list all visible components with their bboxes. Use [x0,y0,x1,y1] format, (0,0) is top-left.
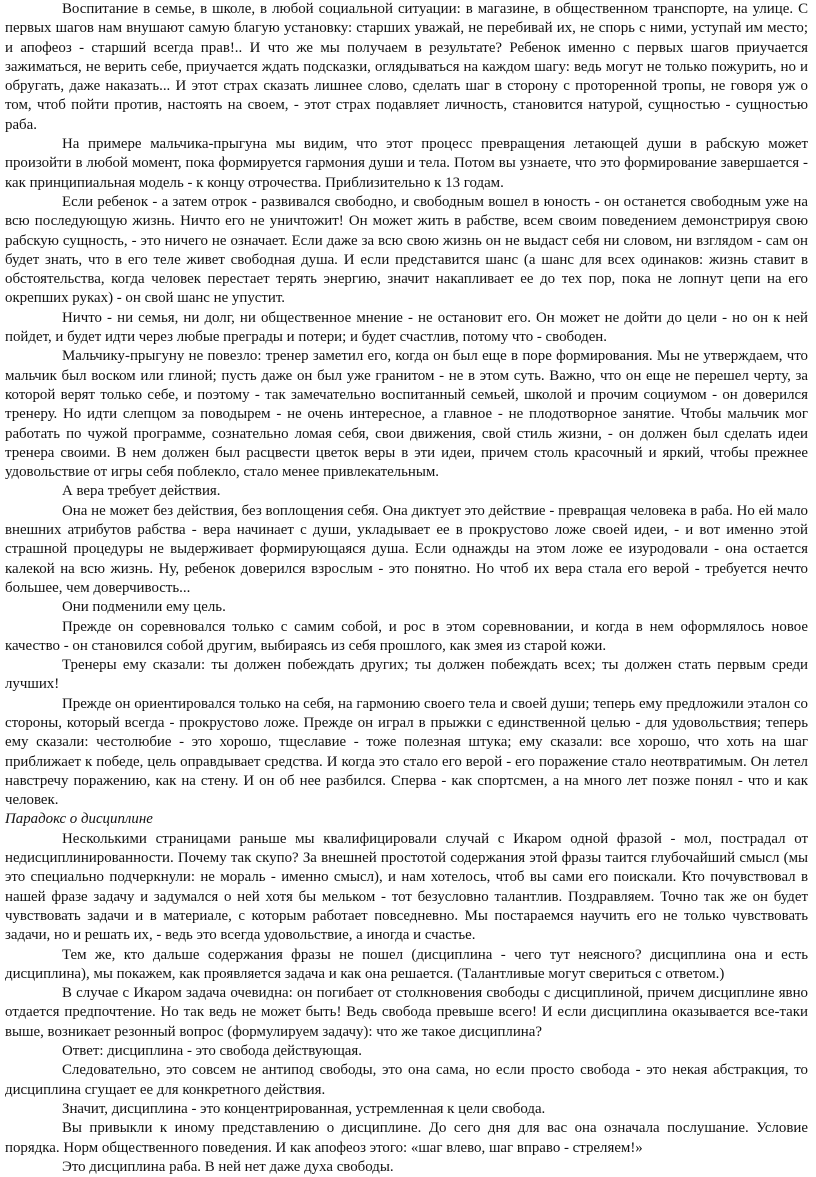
paragraph-18: Вы привыкли к иному представлению о дисциплине. До сего дня для вас она означала послушание. Условие порядка. Норм общественного поведения. И как апофеоз этого: «шаг влево, шаг вправо - стреляем!» [5,1120,808,1156]
paragraph-17: Значит, дисциплина - это концентрированная, устремленная к цели свобода. [62,1100,546,1117]
paragraph-10: Тренеры ему сказали: ты должен побеждать других; ты должен побеждать всех; ты должен стать первым среди лучших! [5,657,808,693]
paragraph-2: На примере мальчика-прыгуна мы видим, что этот процесс превращения летающей души в рабскую может произойти в любой момент, пока формируется гармония души и тела. Потом вы узнаете, что это формирование завершается - как принципиальная модель - к концу отрочества. Приблизительно к 13 годам. [5,136,808,191]
paragraph-12: Несколькими страницами раньше мы квалифицировали случай с Икаром одной фразой - мол, пострадал от недисциплинированности. Почему так скупо? За внешней простотой содержания этой фразы таится глубочайший смысл (мы это специально подчеркнули: не мораль - именно смысл), и нам хотелось, чтоб вы сами его поискали. Кто почувствовал в нашей фразе задачу и задумался о ней хотя бы мельком - тот безусловно талантлив. Поздравляем. Точно так же он будет чувствовать задачи и в материале, с которым работает повседневно. Мы постараемся научить его не только чувствовать задачи, но и решать их, - ведь это всегда удовольствие, а иногда и счастье. [5,830,808,944]
paragraph-11: Прежде он ориентировался только на себя, на гармонию своего тела и своей души; теперь ему предложили эталон со стороны, который всегда - прокрустово ложе. Прежде он играл в прыжки с единственной целью - для удовольствия; теперь ему сказали: честолюбие - это хорошо, тщеславие - тоже полезная штука; ему сказали: все хорошо, что хоть на шаг приближает к победе, цель оправдывает средства. И когда это стало его верой - его поражение стало неотвратимым. Он летел навстречу поражению, как на стену. И он об нее разбился. Сперва - как спортсмен, а на много лет позже понял - что и как человек. [5,695,808,809]
paragraph-1: Воспитание в семье, в школе, в любой социальной ситуации: в магазине, в общественном транспорте, на улице. С первых шагов нам внушают самую благую установку: старших уважай, не перебивай их, не спорь с ними, уступай им место; и апофеоз - старший всегда прав!.. И что же мы получаем в результате? Ребенок именно с первых шагов приучается зажиматься, не верить себе, приучается ждать подсказки, оглядываться на каждом шагу: ведь могут не только пожурить, но и обругать, даже наказать... И этот страх сказать лишнее слово, сделать шаг в сторону с проторенной тропы, не говоря уж о том, чтоб пойти против, настоять на своем, - этот страх подавляет личность, становится натурой, сущностью - сущностью раба. [5,1,808,133]
section-heading: Парадокс о дисциплине [5,811,153,828]
paragraph-16: Следовательно, это совсем не антипод свободы, это она сама, но если просто свобода - это некая абстракция, то дисциплина сгущает ее для конкретного действия. [5,1062,808,1098]
paragraph-8: Они подменили ему цель. [62,599,226,616]
paragraph-5: Мальчику-прыгуну не повезло: тренер заметил его, когда он был еще в поре формирования. Мы не утверждаем, что мальчик был воском или глиной; пусть даже он был уже гранитом - не в этом суть. Важно, что он еще не перешел черту, за которой верят только себе, и поэтому - так замечательно воспитанный семьей, школой и прочим социумом - он доверился тренеру. Но идти слепцом за поводырем - не очень интересное, а главное - не плодотворное занятие. Чтобы мальчик мог работать по чужой программе, сознательно ломая себя, свои движения, свой стиль жизни, - он должен был сделать идеи тренера своими. В нем должен был расцвести цветок веры в эти идеи, причем столь красочный и яркий, чтобы прежнее удовольствие от игры себя поблекло, стало менее привлекательным. [5,348,808,481]
paragraph-7: Она не может без действия, без воплощения себя. Она диктует это действие - превращая человека в раба. Но ей мало внешних атрибутов рабства - вера начинает с души, укладывает ее в прокрустово ложе своей идеи, - и вот именно этой страшной процедуры не выдерживает формирующаяся душа. Если однажды на этом ложе ее изуродовали - она остается калекой на всю жизнь. Ну, ребенок доверился взрослым - это понятно. Но чтоб их вера стала его верой - требуется нечто большее, чем доверчивость... [5,502,808,596]
paragraph-3: Если ребенок - а затем отрок - развивался свободно, и свободным вошел в юность - он останется свободным уже на всю последующую жизнь. Ничто его не уничтожит! Он может жить в рабстве, всем своим поведением демонстрируя свою рабскую сущность, - это ничего не означает. Если даже за всю свою жизнь он не выдаст себя ни словом, ни взглядом - сам он будет знать, что в его теле живет свободная душа. И если представится шанс (а шанс для всех одинаков: жизнь ставит в обстоятельства, когда человек перестает терять энергию, значит накапливает ее до тех пор, пока не лопнут цепи на его окрепших руках) - он свой шанс не упустит. [5,193,808,307]
paragraph-4: Ничто - ни семья, ни долг, ни общественное мнение - не остановит его. Он может не дойти до цели - но он к ней пойдет, и будет идти через любые преграды и потери; и будет счастлив, потому что - свободен. [5,309,808,346]
paragraph-15: Ответ: дисциплина - это свобода действующая. [62,1043,362,1060]
paragraph-13: Тем же, кто дальше содержания фразы не пошел (дисциплина - чего тут неясного? дисциплина она и есть дисциплина), мы покажем, как проявляется задача и как она решается. (Талантливые могут свериться с ответом.) [5,946,808,982]
paragraph-6: А вера требует действия. [62,483,221,500]
paragraph-14: В случае с Икаром задача очевидна: он погибает от столкновения свободы с дисциплиной, причем дисциплине явно отдается предпочтение. Но так ведь не может быть! Ведь свобода превыше всего! И если дисциплина оказывается все-таки выше, возникает резонный вопрос (формулируем задачу): что же такое дисциплина? [5,985,808,1040]
paragraph-9: Прежде он соревновался только с самим собой, и рос в этом соревновании, и когда в нем оформлялось новое качество - он становился собой другим, выбираясь из себя прошлого, как змея из старой кожи. [5,618,808,654]
paragraph-19: Это дисциплина раба. В ней нет даже духа свободы. [62,1158,394,1175]
